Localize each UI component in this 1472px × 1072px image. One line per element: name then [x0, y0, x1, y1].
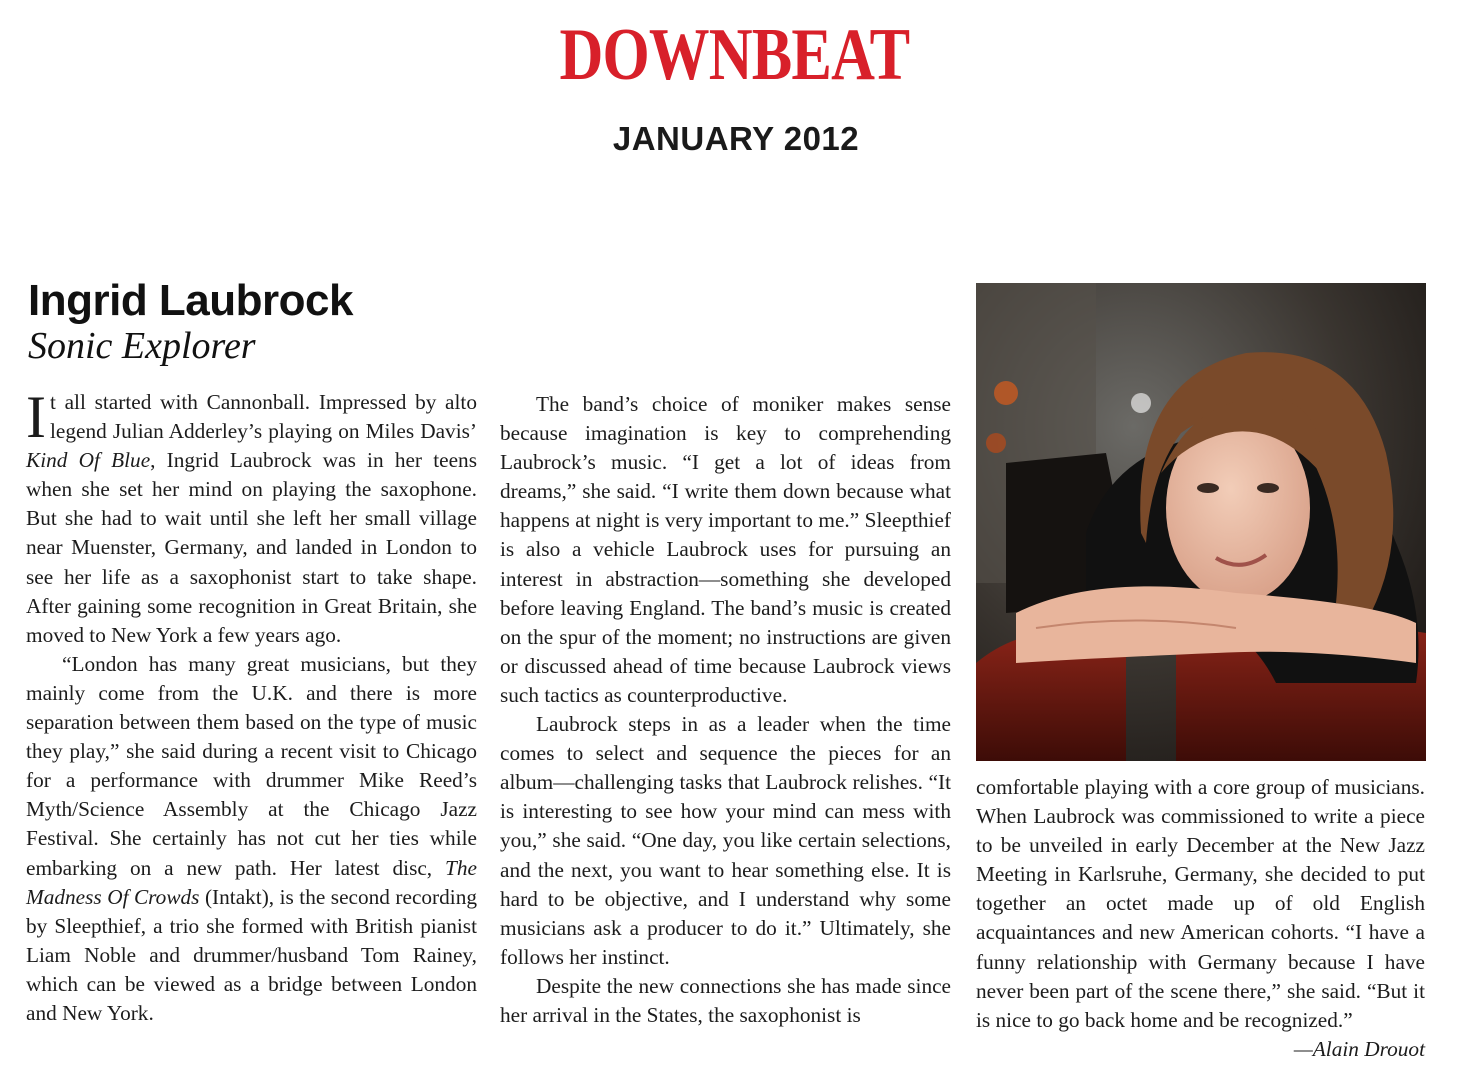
byline: —Alain Drouot	[1293, 1036, 1425, 1061]
issue-date: JANUARY 2012	[612, 120, 860, 157]
article-headline: Ingrid Laubrock	[28, 276, 353, 325]
paragraph: comfortable playing with a core group of musicians. When Laubrock was commissioned to write a piece to be unveiled in early December at the New Jazz Meeting in Karlsruhe, Germany, she decided to put together an octet made up of old English acquaintances and new American cohorts. “I have a funny relationship with Germany because I have never been part of the scene there,” she said. “But it is nice to go back home and be recognized.” —Alain Drouot	[976, 773, 1425, 1035]
paragraph: It all started with Cannonball. Impressed by alto legend Julian Adderley’s playing on Miles Davis’ Kind Of Blue, Ingrid Laubrock was in her teens when she set her mind on playing the saxophone. But she had to wait until she left her small village near Muenster, Germany, and landed in London to see her life as a saxophonist start to take shape. After gaining some recognition in Great Britain, she moved to New York a few years ago.	[26, 384, 477, 647]
drop-cap: I	[26, 384, 46, 450]
album-title: Kind Of Blue	[26, 448, 151, 473]
paragraph: Laubrock steps in as a leader when the time comes to select and sequence the pieces for an album—challenging tasks that Laubrock relishes. “It is interesting to see how your mind can mess with you,” she said. “One day, you like certain selections, and the next, you want to hear something else. It is hard to be objective, and I understand why some musicians ask a producer to do it.” Ultimately, she follows her instinct.	[500, 712, 951, 969]
paragraph: Despite the new connections she has made since her arrival in the States, the saxophonist is	[500, 973, 951, 1027]
paragraph: The band’s choice of moniker makes sense because imagination is key to comprehending Laubrock’s music. “I get a lot of ideas from dreams,” she said. “I write them down because what happens at night is very important to me.” Sleepthief is also a vehicle Laubrock uses for pursuing an interest in abstraction—something she developed before leaving England. The band’s music is created on the spur of the moment; no instructions are given or discussed ahead of time because Laubrock views such tactics as counterproductive.	[500, 392, 951, 707]
portrait-illustration	[976, 283, 1426, 761]
article-subhead: Sonic Explorer	[28, 325, 256, 367]
paragraph: “London has many great musicians, but they mainly come from the U.K. and there is more separation between them based on the type of music they play,” she said during a recent visit to Chicago for a performance with drummer Mike Reed’s Myth/Science Assembly at the Chicago Jazz Festival. She certainly has not cut her ties while embarking on a new path. Her latest disc, The Madness Of Crowds (Intakt), is the second recording by Sleepthief, a trio she formed with British pianist Liam Noble and drummer/husband Tom Rainey, which can be viewed as a bridge between London and New York.	[26, 651, 477, 1025]
article-column-2	[500, 390, 951, 1030]
album-title: The Madness Of Crowds	[26, 855, 477, 909]
article-column-1	[26, 384, 477, 1028]
portrait-photo	[976, 283, 1426, 761]
article-column-3	[976, 773, 1425, 1064]
masthead-logo: DOWNBEAT	[559, 14, 910, 96]
